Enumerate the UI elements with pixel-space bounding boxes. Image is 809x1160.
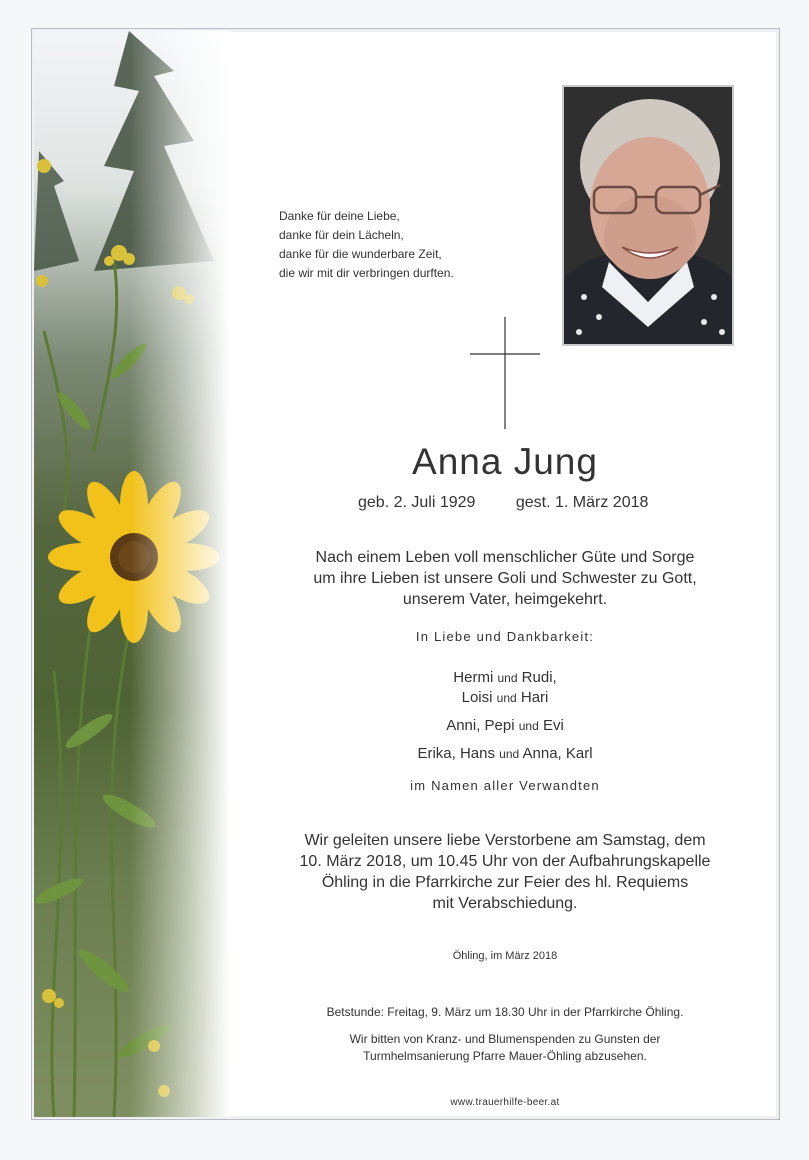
funeral-line: Wir geleiten unsere liebe Verstorbene am Samstag, dem (304, 832, 706, 849)
family-name: Anni, Pepi (446, 717, 515, 734)
family-join: und (497, 671, 518, 685)
thanks-heading: In Liebe und Dankbarkeit: (415, 629, 595, 644)
funeral-text (230, 830, 780, 914)
bio-line: um ihre Lieben ist unsere Goli und Schwester zu Gott, (313, 570, 697, 587)
death-date: gest. 1. März 2018 (515, 494, 649, 511)
bio-text (230, 547, 780, 610)
family-line (230, 688, 780, 708)
poem-line: danke für dein Lächeln, (279, 228, 404, 242)
donation-line: Wir bitten von Kranz- und Blumenspenden zu Gunsten der (349, 1032, 661, 1046)
relatives-note: im Namen aller Verwandten (410, 778, 600, 793)
family-name: Loisi (461, 689, 493, 706)
family-line (230, 668, 780, 688)
prayer-hour: Betstunde: Freitag, 9. März um 18.30 Uhr in der Pfarrkirche Öhling. (326, 1005, 684, 1019)
poem-line: Danke für deine Liebe, (279, 209, 400, 223)
life-dates (358, 494, 648, 512)
deceased-name: Anna Jung (412, 441, 598, 482)
donation-line: Turmhelmsanierung Pfarre Mauer-Öhling abzusehen. (363, 1049, 647, 1063)
cross-icon (470, 317, 540, 429)
bio-line: Nach einem Leben voll menschlicher Güte und Sorge (315, 549, 695, 566)
family-name: Evi (542, 717, 564, 734)
family-line (230, 716, 780, 736)
website-link[interactable]: www.trauerhilfe-beer.at (450, 1097, 560, 1108)
birth-date: geb. 2. Juli 1929 (358, 494, 476, 511)
funeral-line: 10. März 2018, um 10.45 Uhr von der Aufbahrungskapelle (299, 853, 711, 870)
floral-fade (130, 31, 230, 1117)
place-date: Öhling, im März 2018 (452, 950, 558, 962)
poem (279, 207, 519, 283)
poem-line: danke für die wunderbare Zeit, (279, 247, 442, 261)
family-list (230, 668, 780, 764)
funeral-line: Öhling in die Pfarrkirche zur Feier des hl. Requiems (321, 874, 689, 891)
family-name: Hermi (453, 669, 494, 686)
family-join: und (518, 719, 539, 733)
family-name: Rudi, (521, 669, 557, 686)
bio-line: unserem Vater, heimgekehrt. (402, 591, 608, 608)
funeral-line: mit Verabschiedung. (432, 895, 578, 912)
donation-note (230, 1031, 780, 1065)
family-join: und (496, 691, 517, 705)
family-join: und (499, 747, 520, 761)
family-line (230, 744, 780, 764)
poem-line: die wir mit dir verbringen durften. (279, 266, 454, 280)
family-name: Erika, Hans (417, 745, 495, 762)
family-name: Hari (520, 689, 549, 706)
portrait-photo (562, 85, 734, 346)
family-name: Anna, Karl (522, 745, 593, 762)
